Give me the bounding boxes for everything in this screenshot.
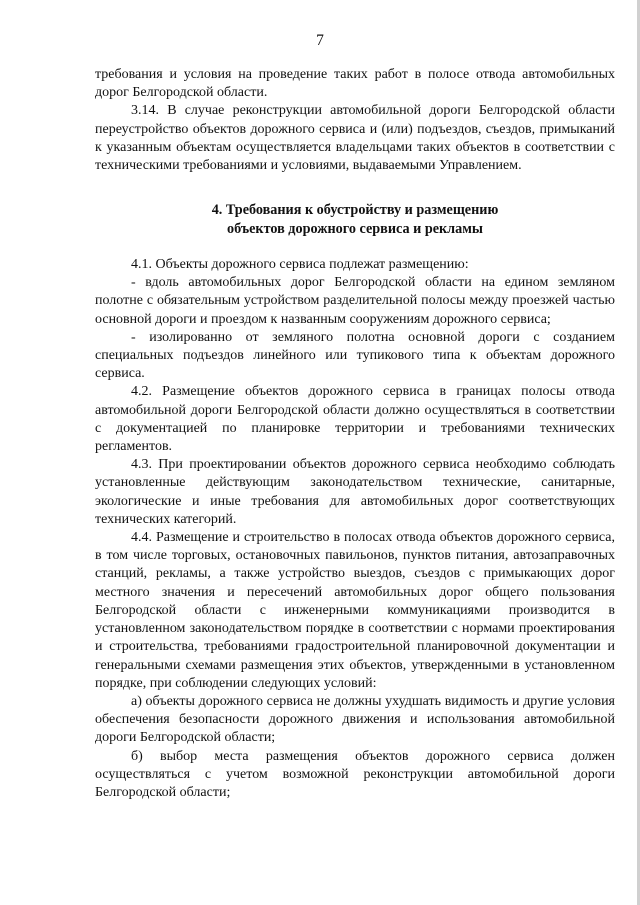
paragraph-4-2: 4.2. Размещение объектов дорожного сервиса в границах полосы отвода автомобильной дороги Белгородской области должно осуществляться в соответствии с документацией по планировке территории и требованиями технических регламентов. — [95, 384, 615, 455]
paragraph-continuation: требования и условия на проведение таких работ в полосе отвода автомобильных дорог Белгородской области. — [95, 67, 615, 101]
section-heading — [95, 201, 615, 238]
page-number: 7 — [316, 32, 324, 49]
document-body — [95, 66, 615, 802]
section-heading-line-1: 4. Требования к обустройству и размещению — [211, 202, 499, 219]
list-item-along-roads: - вдоль автомобильных дорог Белгородской области на едином земляном полотне с обязательным устройством разделительной полосы между проезжей частью основной дороги и проездом к названным сооружениям дорожного сервиса; — [95, 275, 615, 327]
paragraph-4-1: 4.1. Объекты дорожного сервиса подлежат размещению: — [131, 257, 469, 273]
list-item-isolated: - изолированно от земляного полотна основной дороги с созданием специальных подъездов линейного или тупикового типа к объектам дорожного сервиса. — [95, 329, 615, 382]
paragraph-3-14: 3.14. В случае реконструкции автомобильной дороги Белгородской области переустройство объектов дорожного сервиса и (или) подъездов, съездов, примыканий к указанным объектам осуществляется владельцами таких объектов в соответствии с техническими требованиями и условиями, выдаваемыми Управлением. — [95, 103, 615, 174]
paragraph-condition-b: б) выбор места размещения объектов дорожного сервиса должен осуществляться с учетом возможной реконструкции автомобильной дороги Белгородской области; — [95, 748, 615, 800]
paragraph-4-4: 4.4. Размещение и строительство в полосах отвода объектов дорожного сервиса, в том числе торговых, остановочных павильонов, пунктов питания, автозаправочных станций, рекламы, а также устройство выездов, съездов с примыкающих дорог местного значения и пересечений автомобильных дорог общего пользования Белгородской области с инженерными коммуникациями производится в установленном законодательством порядке в соответствии с нормами проектирования и строительства, требованиями градостроительной планировочной документации и генеральными схемами размещения этих объектов, утвержденными в установленном порядке, при соблюдении следующих условий: — [95, 530, 615, 691]
paragraph-4-3: 4.3. При проектировании объектов дорожного сервиса необходимо соблюдать установленные действующим законодательством технические, санитарные, экологические и иные требования для автомобильных дорог соответствующих технических категорий. — [95, 457, 615, 527]
section-heading-line-2: объектов дорожного сервиса и рекламы — [227, 220, 483, 237]
paragraph-condition-a: а) объекты дорожного сервиса не должны ухудшать видимость и другие условия обеспечения безопасности дорожного движения и использования автомобильной дороги Белгородской области; — [95, 693, 615, 746]
